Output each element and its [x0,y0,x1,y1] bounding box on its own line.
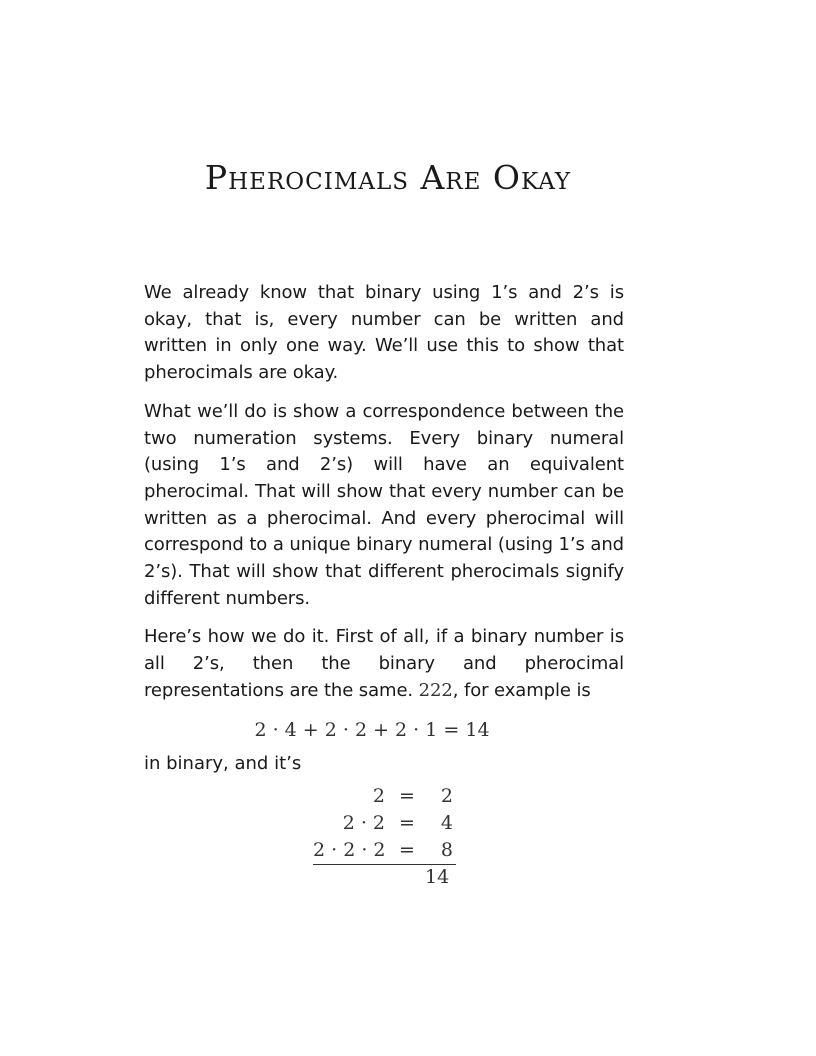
paragraph-1: We already know that binary using 1’s and 2’s is okay, that is, every number can be written and written in only one way. We’ll use this to show that pherocimals are okay. [144,282,624,384]
body-text [144,280,624,889]
sum-row-rhs: 8 [440,838,453,861]
sum-row-equals: = [399,784,415,807]
sum-row-rhs: 4 [440,811,453,834]
paragraph-3-text-after: , for example is [452,679,591,701]
sum-total: 14 [425,865,450,888]
sum-row [313,783,456,810]
sum-row-lhs: 2 · 2 [342,811,385,834]
page-title: Pherocimals Are Okay [204,158,572,197]
sum-total-row [313,865,456,889]
binary-equation: 2 · 4 + 2 · 2 + 2 · 1 = 14 [254,718,490,741]
sum-row-lhs: 2 [372,784,385,807]
lead-in-text: in binary, and it’s [144,752,302,774]
sum-row-lhs: 2 · 2 · 2 [313,838,386,861]
sum-row-rhs: 2 [440,784,453,807]
sum-row [313,810,456,837]
sum-row [313,837,456,864]
paragraph-3 [144,624,624,704]
paragraph-2: What we’ll do is show a correspondence between the two numeration systems. Every binary numeral (using 1’s and 2’s) will have an equivalent pherocimal. That will show that every number can be written as a pherocimal. And every pherocimal will correspond to a unique binary numeral (using 1’s and 2’s). That will show that different pherocimals signify different numbers. [144,400,624,609]
sum-row-equals: = [399,811,415,834]
sum-row-equals: = [399,838,415,861]
example-number: 222 [418,679,453,701]
pherocimal-sum-table [313,783,456,889]
paragraph-3-text-before: Here’s how we do it. First of all, if a binary number is all 2’s, then the binary and pherocimal representations are the same. [144,626,624,701]
